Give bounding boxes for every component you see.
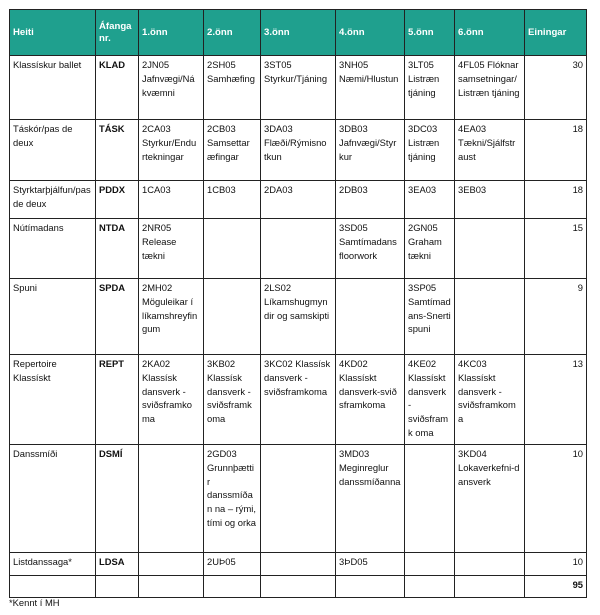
semester-cell [261,219,336,279]
table-row [10,181,587,219]
empty-cell [10,576,96,598]
semester-cell: 3KB02 Klassísk dansverk - sviðsframk oma [204,355,261,445]
semester-cell [336,279,405,355]
course-name: Klassískur ballet [10,56,96,120]
semester-cell: 2CA03 Styrkur/Endu rtekningar [139,120,204,181]
semester-cell: 2GN05 Graham tækni [405,219,455,279]
empty-cell [405,576,455,598]
semester-cell: 2UÞ05 [204,553,261,576]
course-credits: 10 [525,445,587,553]
semester-cell: 3EA03 [405,181,455,219]
semester-cell: 2CB03 Samsettar æfingar [204,120,261,181]
header-sem3: 3.önn [261,10,336,56]
table-row [10,279,587,355]
semester-cell [139,445,204,553]
table-row [10,219,587,279]
header-sem2: 2.önn [204,10,261,56]
header-credits: Einingar [525,10,587,56]
semester-cell [455,279,525,355]
course-name: Listdanssaga* [10,553,96,576]
course-credits: 15 [525,219,587,279]
course-name: Danssmíði [10,445,96,553]
semester-cell: 2LS02 Líkamshugmyn dir og samskipti [261,279,336,355]
semester-cell: 3KD04 Lokaverkefni-d ansverk [455,445,525,553]
semester-cell: 3MD03 Meginreglur danssmíðanna [336,445,405,553]
semester-cell [455,219,525,279]
course-code: KLAD [96,56,139,120]
course-name: Nútímadans [10,219,96,279]
course-name: Táskór/pas de deux [10,120,96,181]
semester-cell: 3DA03 Flæði/Rýmisno tkun [261,120,336,181]
course-code: TÁSK [96,120,139,181]
table-row [10,445,587,553]
semester-cell: 2SH05 Samhæfing [204,56,261,120]
semester-cell: 2MH02 Möguleikar í líkamshreyfin gum [139,279,204,355]
semester-cell: 2JN05 Jafnvægi/Ná kvæmni [139,56,204,120]
semester-cell [405,445,455,553]
semester-cell: 2KA02 Klassísk dansverk - sviðsframko ma [139,355,204,445]
header-sem4: 4.önn [336,10,405,56]
semester-cell: 3EB03 [455,181,525,219]
semester-cell: 4FL05 Flóknar samsetningar/ Listræn tjáning [455,56,525,120]
course-credits: 9 [525,279,587,355]
course-name: Repertoire Klassískt [10,355,96,445]
course-code: REPT [96,355,139,445]
semester-cell: 3ÞD05 [336,553,405,576]
table-row [10,120,587,181]
header-sem5: 5.önn [405,10,455,56]
semester-cell: 3SP05 Samtímad ans-Snerti spuni [405,279,455,355]
course-credits: 18 [525,120,587,181]
semester-cell [261,553,336,576]
semester-cell: 3LT05 Listræn tjáning [405,56,455,120]
course-code: PDDX [96,181,139,219]
semester-cell: 2DA03 [261,181,336,219]
semester-cell: 1CA03 [139,181,204,219]
semester-cell: 3DB03 Jafnvægi/Styr kur [336,120,405,181]
semester-cell: 1CB03 [204,181,261,219]
semester-cell: 3KC02 Klassísk dansverk - sviðsframkoma [261,355,336,445]
header-code: Áfanga nr. [96,10,139,56]
empty-cell [204,576,261,598]
semester-cell: 2NR05 Release tækni [139,219,204,279]
table-row [10,56,587,120]
semester-cell: 3SD05 Samtímadans floorwork [336,219,405,279]
semester-cell: 4KC03 Klassískt dansverk - sviðsframkom a [455,355,525,445]
course-code: SPDA [96,279,139,355]
table-row [10,355,587,445]
empty-cell [261,576,336,598]
course-name: Styrktarþjálfun/pas de deux [10,181,96,219]
table-row [10,553,587,576]
semester-cell: 2GD03 Grunnþættir danssmíðan na – rými, tími og orka [204,445,261,553]
empty-cell [96,576,139,598]
semester-cell: 3ST05 Styrkur/Tjáning [261,56,336,120]
header-sem1: 1.önn [139,10,204,56]
semester-cell [204,219,261,279]
course-name: Spuni [10,279,96,355]
semester-cell [204,279,261,355]
semester-cell: 4KE02 Klassískt dansverk - sviðsframk oma [405,355,455,445]
semester-cell [261,445,336,553]
course-credits: 30 [525,56,587,120]
empty-cell [139,576,204,598]
footnote: *Kennt í MH [9,597,60,608]
course-code: NTDA [96,219,139,279]
course-code: DSMÍ [96,445,139,553]
semester-cell [455,553,525,576]
course-credits: 13 [525,355,587,445]
semester-cell: 4EA03 Tækni/Sjálfstr aust [455,120,525,181]
empty-cell [455,576,525,598]
empty-cell [336,576,405,598]
header-heiti: Heiti [10,10,96,56]
total-row [10,576,587,598]
course-code: LDSA [96,553,139,576]
curriculum-table [9,9,587,598]
total-credits: 95 [525,576,587,598]
semester-cell: 3NH05 Næmi/Hlustun [336,56,405,120]
header-sem6: 6.önn [455,10,525,56]
course-credits: 10 [525,553,587,576]
header-row [10,10,587,56]
semester-cell [405,553,455,576]
semester-cell [139,553,204,576]
semester-cell: 2DB03 [336,181,405,219]
semester-cell: 3DC03 Listræn tjáning [405,120,455,181]
semester-cell: 4KD02 Klassískt dansverk-svið sframkoma [336,355,405,445]
course-credits: 18 [525,181,587,219]
